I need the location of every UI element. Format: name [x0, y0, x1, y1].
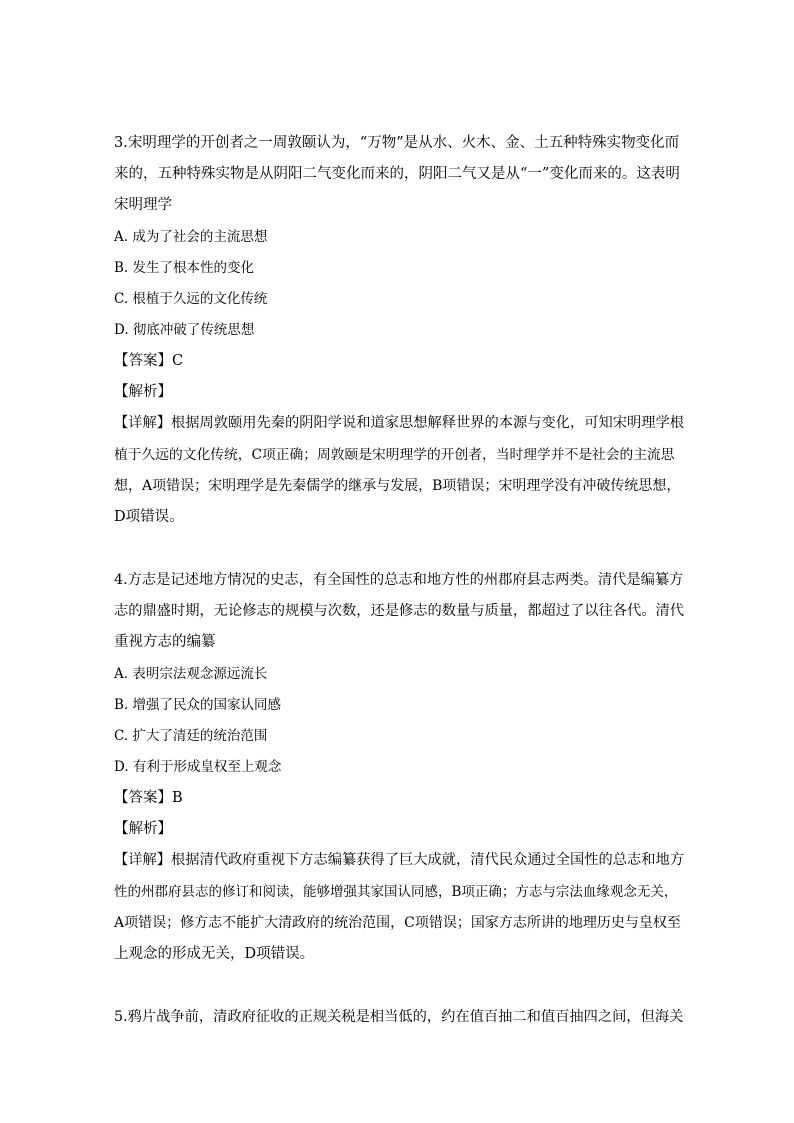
q4-detail-line-2: 性的州郡府县志的修订和阅读，能够增强其家国认同感，B项正确；方志与宗法血缘观念无关，	[114, 884, 678, 900]
q3-option-b: B. 发生了根本性的变化	[114, 260, 255, 276]
q3-stem-line-3: 宋明理学	[114, 197, 172, 213]
q3-stem-line-2: 来的，五种特殊实物是从阴阳二气变化而来的，阴阳二气又是从“一”变化而来的。这表明	[114, 166, 680, 182]
document-page	[114, 0, 684, 1123]
q4-detail-line-3: A项错误；修方志不能扩大清政府的统治范围，C项错误；国家方志所讲的地理历史与皇权至	[114, 915, 681, 931]
q3-detail-line-2: 植于久远的文化传统，C项正确；周敦颐是宋明理学的开创者，当时理学并不是社会的主流思	[114, 447, 675, 463]
q4-analysis-label: 【解析】	[114, 821, 172, 837]
q4-stem-line-2: 志的鼎盛时期，无论修志的规模与次数，还是修志的数量与质量，都超过了以往各代。清代	[114, 603, 685, 619]
q3-detail-line-4: D项错误。	[114, 509, 184, 525]
q3-option-d: D. 彻底冲破了传统思想	[114, 322, 255, 338]
q4-option-b: B. 增强了民众的国家认同感	[114, 697, 282, 713]
q4-stem-line-1: 4.方志是记述地方情况的史志，有全国性的总志和地方性的州郡府县志两类。清代是编纂方	[114, 572, 684, 588]
q5-stem-line-1: 5.鸦片战争前，清政府征收的正规关税是相当低的，约在值百抽二和值百抽四之间，但海关	[114, 1009, 684, 1025]
q4-detail-line-4: 上观念的形成无关，D项错误。	[114, 946, 315, 962]
q4-detail-line-1: 【详解】根据清代政府重视下方志编纂获得了巨大成就，清代民众通过全国性的总志和地方	[114, 852, 685, 868]
q3-stem-line-1: 3.宋明理学的开创者之一周敦颐认为，“万物”是从水、火木、金、土五种特殊实物变化而	[114, 135, 680, 151]
q3-option-c: C. 根植于久远的文化传统	[114, 291, 268, 307]
q3-answer: 【答案】C	[114, 353, 184, 369]
q3-detail-line-1: 【详解】根据周敦颐用先秦的阴阳学说和道家思想解释世界的本源与变化，可知宋明理学根	[114, 415, 685, 431]
q4-option-c: C. 扩大了清廷的统治范围	[114, 728, 268, 744]
q4-stem-line-3: 重视方志的编纂	[114, 634, 216, 650]
q4-answer: 【答案】B	[114, 790, 183, 806]
q4-option-d: D. 有利于形成皇权至上观念	[114, 759, 282, 775]
q3-detail-line-3: 想，A项错误；宋明理学是先秦儒学的继承与发展，B项错误；宋明理学没有冲破传统思想，	[114, 478, 681, 494]
q4-option-a: A. 表明宗法观念源远流长	[114, 666, 268, 682]
q3-option-a: A. 成为了社会的主流思想	[114, 229, 268, 245]
q3-analysis-label: 【解析】	[114, 384, 172, 400]
